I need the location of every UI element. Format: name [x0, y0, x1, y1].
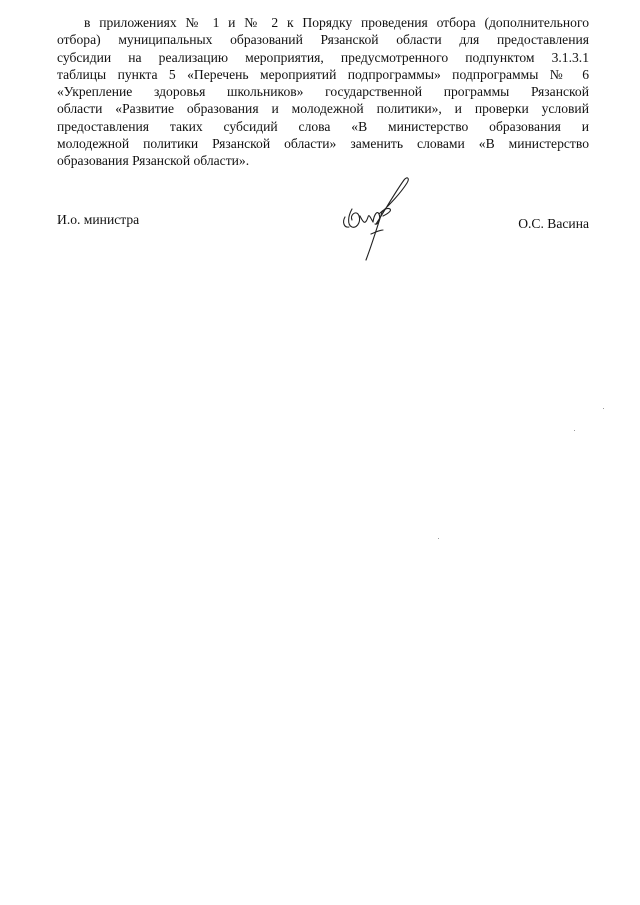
signer-name: О.С. Васина — [518, 216, 589, 231]
paragraph-line-2: отбора) муниципальных образований Рязанской области для предоставления — [57, 32, 589, 48]
scan-speck — [603, 408, 604, 409]
paragraph-line-5: «Укрепление здоровья школьников» государственной программы Рязанской — [57, 84, 589, 100]
paragraph-line-3: субсидии на реализацию мероприятия, предусмотренного подпунктом 3.1.3.1 — [57, 49, 589, 65]
paragraph-line-7: предоставления таких субсидий слова «В министерство образования и — [57, 118, 589, 134]
paragraph-line-6: области «Развитие образования и молодежной политики», и проверки условий — [57, 101, 589, 117]
scan-speck — [574, 430, 575, 431]
handwritten-signature — [338, 172, 418, 264]
paragraph-line-9: образования Рязанской области». — [57, 153, 250, 169]
paragraph-line-8: молодежной политики Рязанской области» заменить словами «В министерство — [57, 136, 589, 152]
paragraph-line-4: таблицы пункта 5 «Перечень мероприятий подпрограммы» подпрограммы № 6 — [57, 66, 589, 82]
amendment-paragraph — [57, 14, 589, 170]
paragraph-line-1: в приложениях № 1 и № 2 к Порядку проведения отбора (дополнительного — [84, 15, 589, 30]
signer-title: И.о. министра — [57, 212, 140, 227]
scan-speck — [438, 538, 439, 539]
